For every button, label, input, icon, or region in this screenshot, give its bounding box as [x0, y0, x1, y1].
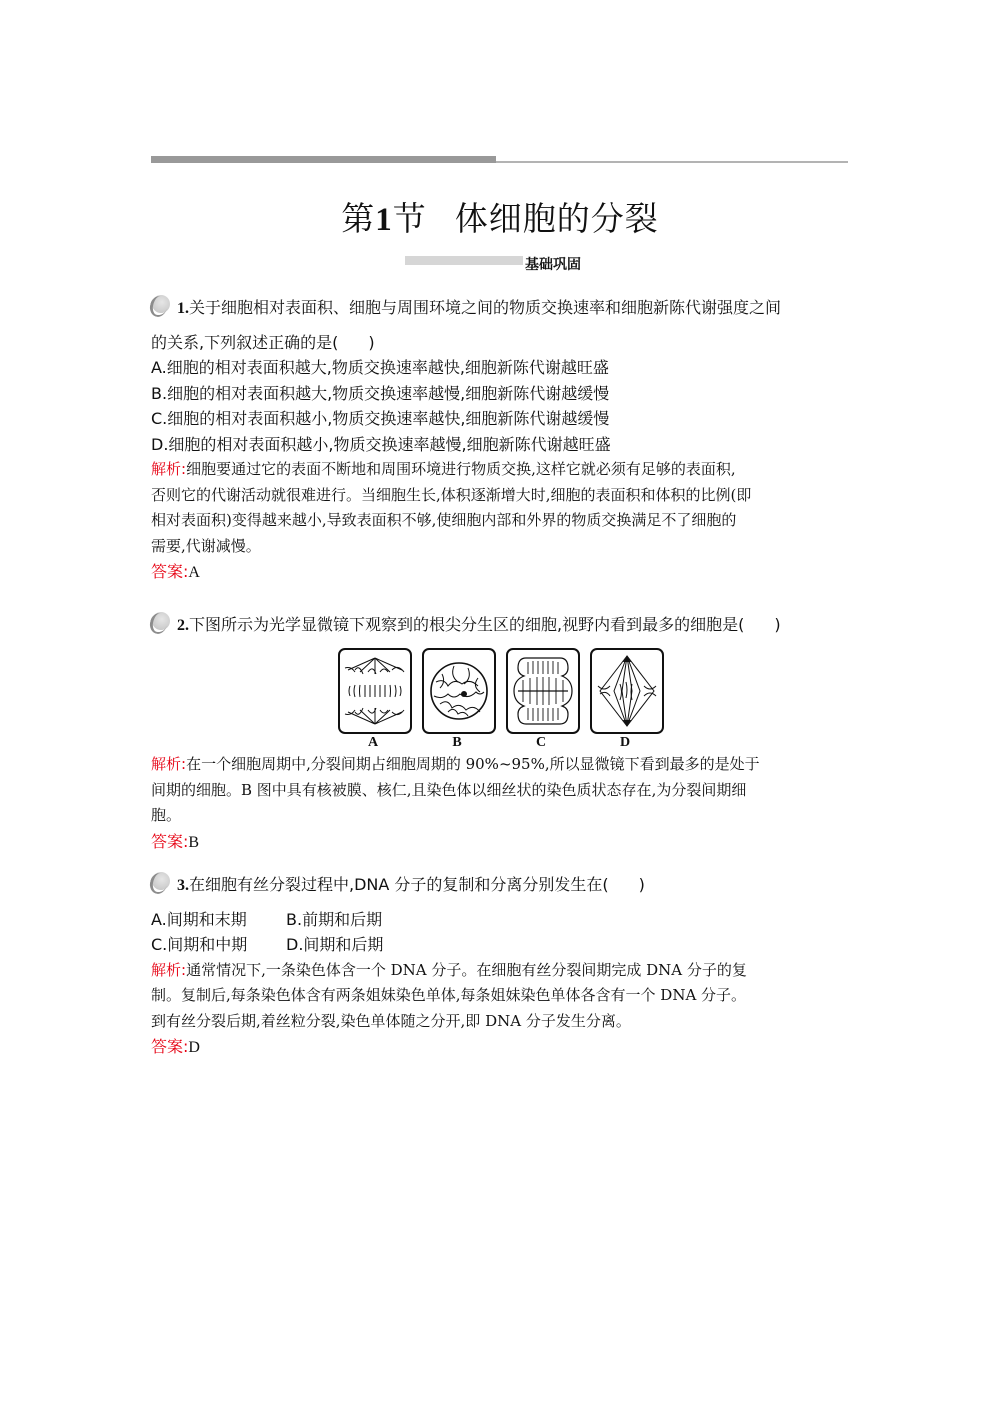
figure-label-c: C — [535, 735, 547, 750]
analysis-label: 解析: — [151, 755, 187, 773]
figure-label-d: D — [619, 735, 631, 750]
paren-close: ) — [368, 332, 375, 352]
analysis — [151, 457, 849, 559]
title-main: 体细胞的分裂 — [454, 199, 659, 238]
question-3 — [151, 872, 849, 1061]
question-number: 1. — [177, 300, 189, 317]
option-b[interactable]: B.前期和后期 — [286, 909, 383, 929]
title-number: 1 — [375, 202, 393, 238]
title-mid: 节 — [392, 199, 427, 238]
analysis-line: 细胞要通过它的表面不断地和周围环境进行物质交换,这样它就必须有足够的表面积, — [186, 460, 736, 478]
analysis — [151, 752, 849, 829]
answer-label: 答案: — [151, 831, 189, 851]
cell-division-figure — [338, 648, 668, 753]
stem-text: 的关系,下列叙述正确的是( — [151, 332, 339, 352]
section-bar — [405, 256, 523, 265]
option-d[interactable]: D.间期和后期 — [286, 935, 384, 954]
analysis-label: 解析: — [151, 460, 187, 478]
analysis-line: 需要,代谢减慢。 — [151, 536, 261, 555]
question-stem — [151, 872, 849, 899]
option-c[interactable]: C.间期和中期 — [151, 935, 248, 954]
paren-close: ) — [638, 875, 645, 894]
anaphase-cell-icon — [340, 650, 410, 732]
stem-text: 下图所示为光学显微镜下观察到的根尖分生区的细胞,视野内看到最多的细胞是( — [189, 615, 745, 634]
question-stem — [151, 612, 849, 639]
question-bullet-icon — [151, 295, 175, 317]
question-stem-cont — [151, 330, 849, 356]
page-title — [0, 193, 1000, 240]
question-1 — [151, 295, 849, 586]
figure-label-b: B — [452, 735, 462, 750]
analysis-line: 通常情况下,一条染色体含一个 DNA 分子。在细胞有丝分裂间期完成 DNA 分子的复 — [186, 960, 747, 979]
figure-label-a: A — [367, 735, 379, 750]
option-d[interactable]: D.细胞的相对表面积越小,物质交换速率越慢,细胞新陈代谢越旺盛 — [151, 434, 611, 454]
stem-text: 关于细胞相对表面积、细胞与周围环境之间的物质交换速率和细胞新陈代谢强度之间 — [189, 298, 782, 317]
answer-value: D — [188, 1039, 200, 1056]
header-rule-thin — [496, 161, 848, 163]
interphase-cell-icon — [424, 650, 494, 732]
figure-panel-a — [338, 648, 412, 734]
header-rule-thick — [151, 156, 496, 163]
analysis-line: 制。复制后,每条染色体含有两条姐妹染色单体,每条姐妹染色单体各含有一个 DNA 分子。 — [151, 986, 747, 1004]
section-label: 基础巩固 — [525, 257, 581, 273]
options-row-2 — [151, 932, 849, 958]
question-2 — [151, 612, 849, 639]
answer-label: 答案: — [151, 1037, 189, 1056]
analysis-line: 到有丝分裂后期,着丝粒分裂,染色单体随之分开,即 DNA 分子发生分离。 — [151, 1011, 631, 1030]
analysis-label: 解析: — [151, 960, 187, 979]
spindle-cell-icon — [592, 650, 662, 732]
analysis-line: 相对表面积)变得越来越小,导致表面积不够,使细胞内部和外界的物质交换满足不了细胞的 — [151, 511, 737, 529]
answer-value: A — [188, 564, 200, 581]
answer-label: 答案: — [151, 562, 189, 581]
paren-close: ) — [774, 615, 781, 634]
question-stem — [151, 295, 849, 322]
options-row-1 — [151, 907, 849, 933]
question-bullet-icon — [151, 872, 175, 894]
telophase-cell-icon — [508, 650, 578, 732]
option-a[interactable]: A.间期和末期 — [151, 909, 247, 929]
answer — [151, 1034, 849, 1061]
figure-panel-d — [590, 648, 664, 734]
answer — [151, 559, 849, 586]
question-2-solution — [151, 752, 849, 855]
option-b[interactable]: B.细胞的相对表面积越大,物质交换速率越慢,细胞新陈代谢越缓慢 — [151, 383, 610, 403]
question-bullet-icon — [151, 612, 175, 634]
option-c[interactable]: C.细胞的相对表面积越小,物质交换速率越快,细胞新陈代谢越缓慢 — [151, 409, 610, 428]
answer — [151, 829, 849, 856]
option-a[interactable]: A.细胞的相对表面积越大,物质交换速率越快,细胞新陈代谢越旺盛 — [151, 358, 609, 377]
analysis-line: 否则它的代谢活动就很难进行。当细胞生长,体积逐渐增大时,细胞的表面积和体积的比例(即 — [151, 485, 752, 504]
analysis — [151, 958, 849, 1035]
figure-panel-c — [506, 648, 580, 734]
answer-value: B — [188, 833, 200, 851]
figure-panel-b — [422, 648, 496, 734]
stem-text: 在细胞有丝分裂过程中,DNA 分子的复制和分离分别发生在( — [189, 875, 609, 894]
question-number: 3. — [177, 877, 189, 894]
analysis-line: 在一个细胞周期中,分裂间期占细胞周期的 90%~95%,所以显微镜下看到最多的是处于 — [186, 755, 760, 773]
analysis-line: 胞。 — [151, 806, 182, 824]
analysis-line: 间期的细胞。B 图中具有核被膜、核仁,且染色体以细丝状的染色质状态存在,为分裂间期细 — [151, 780, 747, 799]
question-number: 2. — [177, 617, 189, 634]
title-prefix: 第 — [341, 199, 376, 238]
